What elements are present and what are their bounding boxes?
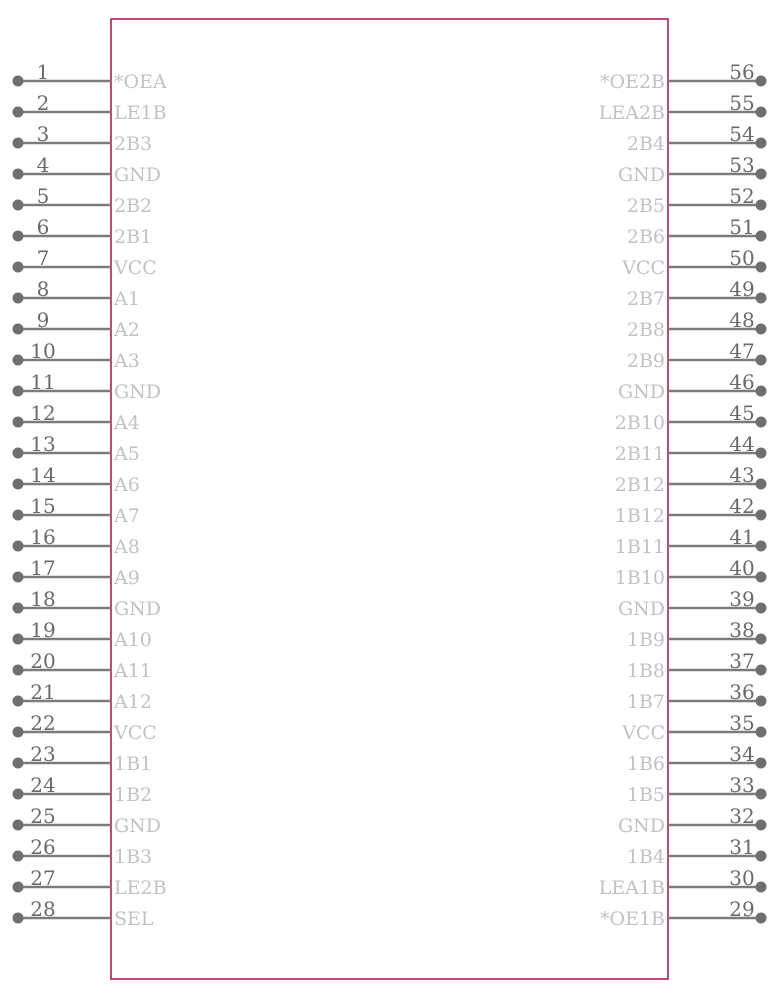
pin-name: 1B4 [626, 846, 665, 868]
pin-49 [627, 277, 767, 310]
pin-number: 30 [729, 866, 755, 890]
pin-number: 31 [729, 835, 755, 859]
pin-name: 2B1 [114, 226, 153, 248]
pin-terminal [13, 231, 24, 242]
pin-terminal [756, 572, 767, 583]
pin-51 [627, 215, 767, 248]
pin-number: 21 [30, 680, 56, 704]
pin-name: A5 [114, 443, 140, 465]
pin-number: 2 [36, 91, 50, 115]
pin-terminal [13, 262, 24, 273]
pin-name: SEL [114, 908, 154, 930]
pin-terminal [756, 200, 767, 211]
pin-name: LEA2B [598, 102, 665, 124]
pin-7 [13, 246, 157, 279]
pin-47 [627, 339, 767, 372]
pin-44 [615, 432, 767, 465]
pin-number: 8 [36, 277, 50, 301]
pin-24 [13, 773, 153, 806]
pin-1 [13, 60, 167, 93]
pin-8 [13, 277, 140, 310]
pin-terminal [13, 913, 24, 924]
pin-terminal [13, 727, 24, 738]
pin-46 [618, 370, 767, 403]
pin-number: 52 [729, 184, 755, 208]
pin-9 [13, 308, 140, 341]
pin-50 [621, 246, 766, 279]
pin-name: GND [617, 381, 665, 403]
pin-37 [627, 649, 767, 682]
pin-number: 44 [729, 432, 755, 456]
pin-number: 42 [729, 494, 755, 518]
pin-28 [13, 897, 154, 930]
pin-terminal [13, 696, 24, 707]
pin-terminal [756, 262, 767, 273]
pin-name: A12 [114, 691, 152, 713]
pin-41 [615, 525, 767, 558]
pin-name: 1B11 [614, 536, 665, 558]
pin-name: *OEA [114, 71, 167, 93]
pin-name: GND [114, 815, 162, 837]
pin-name: 2B6 [626, 226, 665, 248]
pin-name: A9 [114, 567, 140, 589]
pin-number: 9 [36, 308, 50, 332]
pin-terminal [13, 448, 24, 459]
pin-45 [615, 401, 767, 434]
pin-number: 28 [30, 897, 56, 921]
pin-43 [615, 463, 767, 496]
pin-name: A2 [114, 319, 140, 341]
pin-18 [13, 587, 162, 620]
pin-name: A3 [114, 350, 140, 372]
pin-12 [13, 401, 140, 434]
pin-number: 3 [36, 122, 50, 146]
pin-38 [627, 618, 767, 651]
pin-27 [13, 866, 167, 899]
pin-name: LE2B [114, 877, 167, 899]
pin-10 [13, 339, 140, 372]
left-pin-column [13, 60, 167, 930]
pin-terminal [13, 510, 24, 521]
pin-number: 46 [729, 370, 755, 394]
pin-number: 18 [30, 587, 56, 611]
pin-name: A10 [114, 629, 152, 651]
pin-terminal [756, 324, 767, 335]
pin-16 [13, 525, 140, 558]
pin-terminal [13, 851, 24, 862]
pin-number: 35 [729, 711, 755, 735]
pin-terminal [756, 758, 767, 769]
pin-name: 1B8 [626, 660, 665, 682]
component-body [111, 19, 668, 979]
pin-22 [13, 711, 157, 744]
pin-number: 12 [30, 401, 56, 425]
pin-number: 41 [729, 525, 755, 549]
pin-terminal [756, 107, 767, 118]
pin-number: 40 [729, 556, 755, 580]
pin-name: VCC [622, 722, 665, 744]
pin-name: 2B8 [626, 319, 665, 341]
pin-number: 25 [30, 804, 56, 828]
pin-name: VCC [114, 722, 157, 744]
pin-52 [627, 184, 767, 217]
pin-2 [13, 91, 167, 124]
pin-name: A7 [114, 505, 140, 527]
pin-name: 1B2 [114, 784, 153, 806]
pin-name: 2B12 [614, 474, 665, 496]
pin-terminal [13, 634, 24, 645]
pin-number: 56 [729, 60, 755, 84]
pin-terminal [756, 913, 767, 924]
pin-number: 4 [36, 153, 50, 177]
pin-54 [627, 122, 767, 155]
pin-name: GND [114, 164, 162, 186]
pin-21 [13, 680, 152, 713]
pin-15 [13, 494, 140, 527]
pin-name: 1B6 [626, 753, 665, 775]
pin-terminal [13, 355, 24, 366]
pin-terminal [756, 541, 767, 552]
pin-terminal [13, 789, 24, 800]
pin-number: 16 [30, 525, 56, 549]
pin-17 [13, 556, 140, 589]
pin-name: A1 [114, 288, 140, 310]
pin-39 [618, 587, 767, 620]
right-pin-column [599, 60, 767, 930]
pin-number: 38 [729, 618, 755, 642]
pin-name: 2B11 [614, 443, 665, 465]
pin-terminal [13, 541, 24, 552]
pin-number: 55 [729, 91, 755, 115]
pin-terminal [13, 107, 24, 118]
pin-name: 2B10 [614, 412, 665, 434]
pin-terminal [13, 293, 24, 304]
pin-number: 45 [729, 401, 755, 425]
pin-terminal [756, 355, 767, 366]
pin-terminal [756, 882, 767, 893]
pin-name: 1B3 [114, 846, 153, 868]
pin-26 [13, 835, 153, 868]
pin-name: VCC [622, 257, 665, 279]
pin-number: 33 [729, 773, 755, 797]
pin-number: 7 [36, 246, 50, 270]
pin-48 [627, 308, 767, 341]
pin-23 [13, 742, 153, 775]
pin-6 [13, 215, 153, 248]
pin-name: A8 [114, 536, 140, 558]
pin-number: 24 [30, 773, 56, 797]
pin-terminal [13, 820, 24, 831]
pin-terminal [13, 417, 24, 428]
pin-terminal [13, 76, 24, 87]
pin-name: VCC [114, 257, 157, 279]
pin-name: GND [114, 381, 162, 403]
pin-number: 29 [729, 897, 755, 921]
pin-40 [615, 556, 767, 589]
pin-terminal [756, 665, 767, 676]
pin-terminal [13, 665, 24, 676]
pin-terminal [756, 417, 767, 428]
pin-terminal [13, 479, 24, 490]
pin-5 [13, 184, 153, 217]
pin-name: 2B5 [626, 195, 665, 217]
pin-number: 5 [36, 184, 50, 208]
pin-terminal [756, 603, 767, 614]
pin-name: GND [114, 598, 162, 620]
pin-number: 48 [729, 308, 755, 332]
pin-20 [13, 649, 152, 682]
pin-name: 2B7 [626, 288, 665, 310]
pin-number: 20 [30, 649, 56, 673]
pin-terminal [756, 169, 767, 180]
pin-19 [13, 618, 152, 651]
pin-terminal [756, 510, 767, 521]
pin-name: 1B5 [626, 784, 665, 806]
pin-terminal [13, 138, 24, 149]
pin-35 [621, 711, 766, 744]
pin-number: 49 [729, 277, 755, 301]
pin-number: 54 [729, 122, 755, 146]
pin-56 [600, 60, 767, 93]
pin-name: GND [617, 164, 665, 186]
pin-36 [627, 680, 767, 713]
pin-terminal [13, 572, 24, 583]
pin-name: 2B9 [626, 350, 665, 372]
pin-terminal [13, 169, 24, 180]
pin-name: A6 [114, 474, 140, 496]
pin-number: 10 [30, 339, 56, 363]
pin-55 [599, 91, 767, 124]
pin-name: LEA1B [598, 877, 665, 899]
pin-name: 1B9 [626, 629, 665, 651]
pin-name: *OE1B [600, 908, 665, 930]
pin-terminal [13, 882, 24, 893]
pin-terminal [756, 138, 767, 149]
pin-number: 34 [729, 742, 755, 766]
pin-terminal [13, 386, 24, 397]
pin-number: 1 [36, 60, 50, 84]
pin-30 [599, 866, 767, 899]
pin-number: 27 [30, 866, 56, 890]
pin-terminal [756, 851, 767, 862]
pin-name: 1B7 [626, 691, 665, 713]
pin-name: 2B2 [114, 195, 153, 217]
pin-name: 2B4 [626, 133, 665, 155]
pin-11 [13, 370, 162, 403]
pin-number: 37 [729, 649, 755, 673]
pin-name: 1B10 [614, 567, 665, 589]
pin-name: GND [617, 815, 665, 837]
pin-number: 53 [729, 153, 755, 177]
pin-number: 26 [30, 835, 56, 859]
pin-34 [627, 742, 767, 775]
pin-number: 19 [30, 618, 56, 642]
pin-name: 2B3 [114, 133, 153, 155]
pin-name: 1B12 [614, 505, 665, 527]
pin-terminal [756, 76, 767, 87]
pin-terminal [756, 820, 767, 831]
pin-number: 36 [729, 680, 755, 704]
pin-name: A4 [114, 412, 140, 434]
pin-number: 15 [30, 494, 56, 518]
pin-33 [627, 773, 767, 806]
pin-terminal [756, 386, 767, 397]
pin-number: 47 [729, 339, 755, 363]
pin-4 [13, 153, 162, 186]
pin-number: 23 [30, 742, 56, 766]
pin-terminal [756, 727, 767, 738]
pin-3 [13, 122, 153, 155]
pin-terminal [756, 789, 767, 800]
pin-number: 14 [30, 463, 56, 487]
pin-number: 6 [36, 215, 50, 239]
pin-number: 11 [30, 370, 56, 394]
pin-terminal [13, 603, 24, 614]
pin-terminal [756, 231, 767, 242]
pin-42 [615, 494, 767, 527]
pin-number: 43 [729, 463, 755, 487]
pin-25 [13, 804, 162, 837]
pin-number: 13 [30, 432, 56, 456]
pin-31 [627, 835, 767, 868]
pin-name: *OE2B [600, 71, 665, 93]
pin-terminal [756, 696, 767, 707]
pin-number: 51 [729, 215, 755, 239]
pin-name: A11 [114, 660, 152, 682]
pin-29 [600, 897, 767, 930]
pin-number: 17 [30, 556, 56, 580]
pin-number: 22 [30, 711, 56, 735]
pin-name: GND [617, 598, 665, 620]
pin-terminal [13, 324, 24, 335]
pin-terminal [756, 634, 767, 645]
pin-terminal [756, 479, 767, 490]
pin-name: 1B1 [114, 753, 153, 775]
pin-13 [13, 432, 140, 465]
pin-terminal [13, 200, 24, 211]
pin-number: 39 [729, 587, 755, 611]
pin-terminal [756, 448, 767, 459]
pin-32 [618, 804, 767, 837]
pin-number: 32 [729, 804, 755, 828]
pin-53 [618, 153, 767, 186]
pin-terminal [756, 293, 767, 304]
pin-14 [13, 463, 140, 496]
pin-name: LE1B [114, 102, 167, 124]
pin-number: 50 [729, 246, 755, 270]
pin-terminal [13, 758, 24, 769]
